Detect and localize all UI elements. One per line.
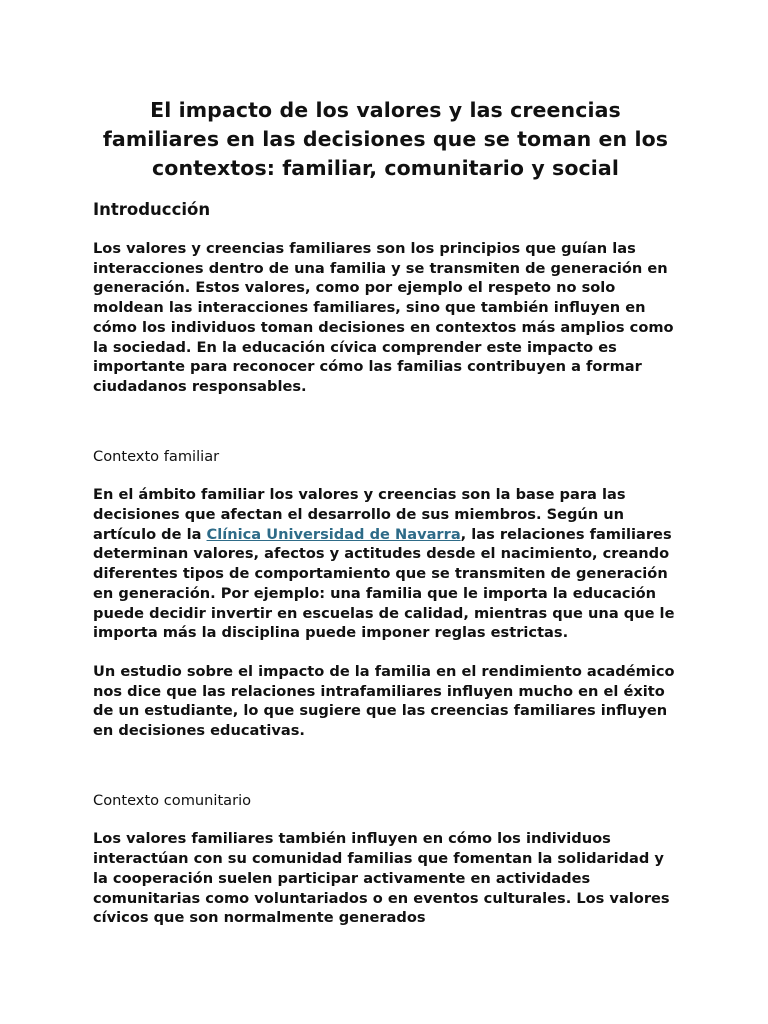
clinica-universidad-navarra-link[interactable]: Clínica Universidad de Navarra (206, 525, 461, 543)
family-context-paragraph-1 (93, 485, 678, 643)
community-context-heading: Contexto comunitario (93, 791, 252, 809)
introduction-heading: Introducción (93, 200, 211, 219)
introduction-paragraph: Los valores y creencias familiares son los principios que guían las interacciones dentro de una familia y se transmiten de generación en generación. Estos valores, como por ejemplo el respeto no solo moldean las interacciones familiares, sino que también influyen en cómo los individuos toman decisiones en contextos más amplios como la sociedad. En la educación cívica comprender este impacto es importante para reconocer cómo las familias contribuyen a formar ciudadanos responsables. (93, 240, 674, 395)
document-title: El impacto de los valores y las creencias familiares en las decisiones que se toman en los contextos: familiar, comunitario y social (102, 98, 669, 180)
family-context-paragraph-2: Un estudio sobre el impacto de la familia en el rendimiento académico nos dice que las relaciones intrafamiliares influyen mucho en el éxito de un estudiante, lo que sugiere que las creencias familiares influyen en decisiones educativas. (93, 662, 675, 740)
family-context-heading: Contexto familiar (93, 447, 220, 465)
family-context-text-after-link: , las relaciones familiares determinan valores, afectos y actitudes desde el nacimiento, creando diferentes tipos de comportamiento que se transmiten de generación en generación. Por ejemplo: una familia que le importa la educación puede decidir invertir en escuelas de calidad, mientras que una que le importa más la disciplina puede imponer reglas estrictas. (93, 525, 675, 642)
document-page (93, 96, 678, 947)
community-context-paragraph: Los valores familiares también influyen en cómo los individuos interactúan con su comunidad familias que fomentan la solidaridad y la cooperación suelen participar activamente en actividades comunitarias como voluntariados o en eventos culturales. Los valores cívicos que son normalmente generados (93, 830, 670, 927)
family-context-text-before-link: En el ámbito familiar los valores y creencias son la base para las decisiones que afectan el desarrollo de sus miembros. Según un artículo de la (93, 486, 626, 543)
